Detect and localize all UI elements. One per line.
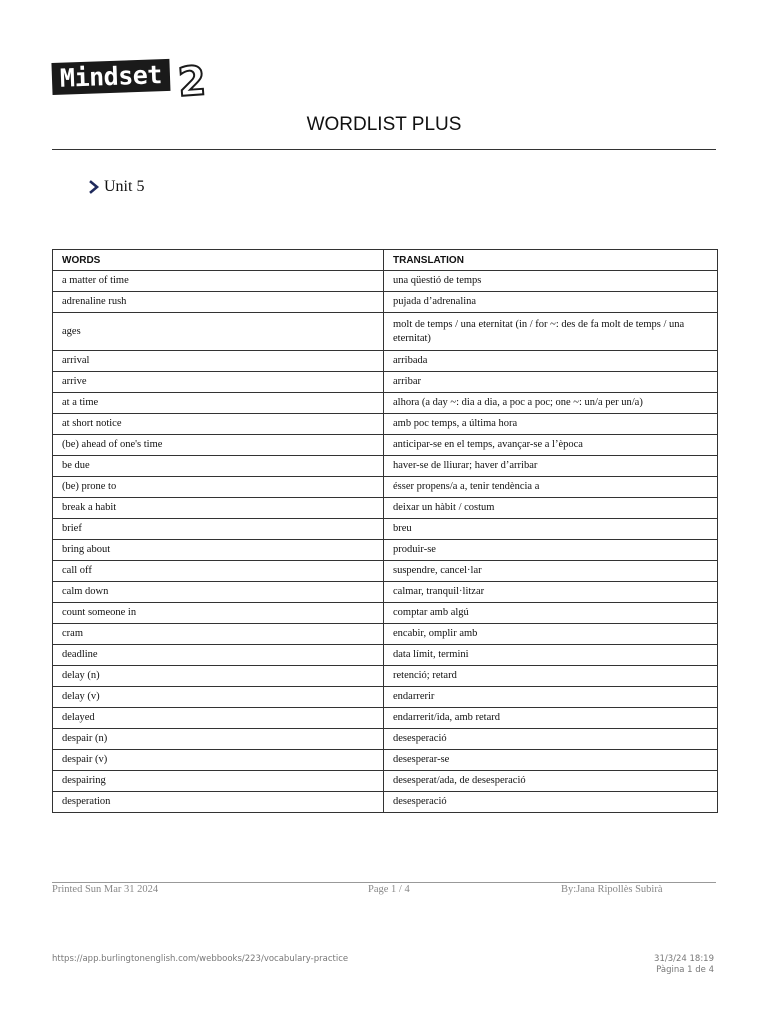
browser-url: https://app.burlingtonenglish.com/webbooks/223/vocabulary-practice	[52, 954, 349, 964]
table-row	[53, 666, 718, 687]
word-cell: adrenaline rush	[53, 292, 384, 313]
translation-cell: desesperat/ada, de desesperació	[384, 771, 718, 792]
column-header-words: WORDS	[53, 250, 384, 271]
word-cell: despairing	[53, 771, 384, 792]
word-cell: a matter of time	[53, 271, 384, 292]
word-cell: call off	[53, 561, 384, 582]
table-row	[53, 624, 718, 645]
logo-number: 2	[176, 58, 208, 106]
translation-cell: breu	[384, 519, 718, 540]
word-cell: despair (v)	[53, 750, 384, 771]
word-cell: (be) prone to	[53, 477, 384, 498]
word-cell: despair (n)	[53, 729, 384, 750]
translation-cell: produir-se	[384, 540, 718, 561]
word-cell: break a habit	[53, 498, 384, 519]
translation-cell: amb poc temps, a última hora	[384, 414, 718, 435]
table-header-row	[53, 250, 718, 271]
word-cell: cram	[53, 624, 384, 645]
chevron-right-icon	[88, 180, 100, 194]
unit-label: Unit 5	[104, 178, 145, 195]
print-datetime: 31/3/24 18:19	[654, 954, 714, 964]
translation-cell: endarrerir	[384, 687, 718, 708]
translation-cell: arribar	[384, 372, 718, 393]
word-cell: ages	[53, 313, 384, 351]
translation-cell: una qüestió de temps	[384, 271, 718, 292]
table-row	[53, 292, 718, 313]
word-cell: delay (v)	[53, 687, 384, 708]
table-row	[53, 750, 718, 771]
word-cell: count someone in	[53, 603, 384, 624]
table-row	[53, 477, 718, 498]
translation-cell: calmar, tranquil·litzar	[384, 582, 718, 603]
footer-divider	[52, 882, 716, 883]
translation-cell: desesperació	[384, 792, 718, 813]
word-cell: be due	[53, 456, 384, 477]
word-cell: delay (n)	[53, 666, 384, 687]
translation-cell: endarrerit/ida, amb retard	[384, 708, 718, 729]
table-row	[53, 792, 718, 813]
word-cell: bring about	[53, 540, 384, 561]
table-row	[53, 540, 718, 561]
translation-cell: arribada	[384, 351, 718, 372]
table-row	[53, 414, 718, 435]
author: By:Jana Ripollès Subirà	[561, 884, 663, 895]
unit-heading	[88, 178, 144, 196]
table-row	[53, 561, 718, 582]
page-number: Page 1 / 4	[368, 884, 410, 895]
word-cell: at a time	[53, 393, 384, 414]
translation-cell: comptar amb algú	[384, 603, 718, 624]
translation-cell: retenció; retard	[384, 666, 718, 687]
translation-cell: encabir, omplir amb	[384, 624, 718, 645]
translation-cell: data límit, termini	[384, 645, 718, 666]
word-cell: at short notice	[53, 414, 384, 435]
table-row	[53, 603, 718, 624]
table-row	[53, 271, 718, 292]
table-row	[53, 393, 718, 414]
title-divider	[52, 149, 716, 150]
translation-cell: alhora (a day ~: dia a dia, a poc a poc; one ~: un/a per un/a)	[384, 393, 718, 414]
word-cell: calm down	[53, 582, 384, 603]
translation-cell: desesperar-se	[384, 750, 718, 771]
translation-cell: pujada d’adrenalina	[384, 292, 718, 313]
word-cell: deadline	[53, 645, 384, 666]
table-row	[53, 645, 718, 666]
word-cell: arrive	[53, 372, 384, 393]
translation-cell: molt de temps / una eternitat (in / for ~: des de fa molt de temps / una eternitat)	[384, 313, 718, 351]
logo-text: Mindset	[51, 59, 170, 95]
table-body	[53, 271, 718, 813]
table-row	[53, 498, 718, 519]
browser-meta	[654, 954, 714, 976]
table-row	[53, 372, 718, 393]
table-row	[53, 729, 718, 750]
table-row	[53, 456, 718, 477]
table-row	[53, 351, 718, 372]
table-row	[53, 687, 718, 708]
translation-cell: deixar un hàbit / costum	[384, 498, 718, 519]
translation-cell: haver-se de lliurar; haver d’arribar	[384, 456, 718, 477]
translation-cell: anticipar-se en el temps, avançar-se a l’època	[384, 435, 718, 456]
column-header-translation: TRANSLATION	[384, 250, 718, 271]
translation-cell: suspendre, cancel·lar	[384, 561, 718, 582]
word-cell: brief	[53, 519, 384, 540]
translation-cell: desesperació	[384, 729, 718, 750]
printed-date: Printed Sun Mar 31 2024	[52, 884, 159, 895]
table-row	[53, 708, 718, 729]
table-row	[53, 519, 718, 540]
table-row	[53, 582, 718, 603]
table-row	[53, 771, 718, 792]
table-row	[53, 435, 718, 456]
translation-cell: ésser propens/a a, tenir tendència a	[384, 477, 718, 498]
table-row	[53, 313, 718, 351]
mindset-logo	[52, 58, 212, 104]
wordlist-table	[52, 249, 718, 813]
page-title: WORDLIST PLUS	[306, 114, 462, 135]
word-cell: delayed	[53, 708, 384, 729]
print-page-count: Pàgina 1 de 4	[656, 965, 714, 975]
word-cell: (be) ahead of one's time	[53, 435, 384, 456]
word-cell: desperation	[53, 792, 384, 813]
word-cell: arrival	[53, 351, 384, 372]
